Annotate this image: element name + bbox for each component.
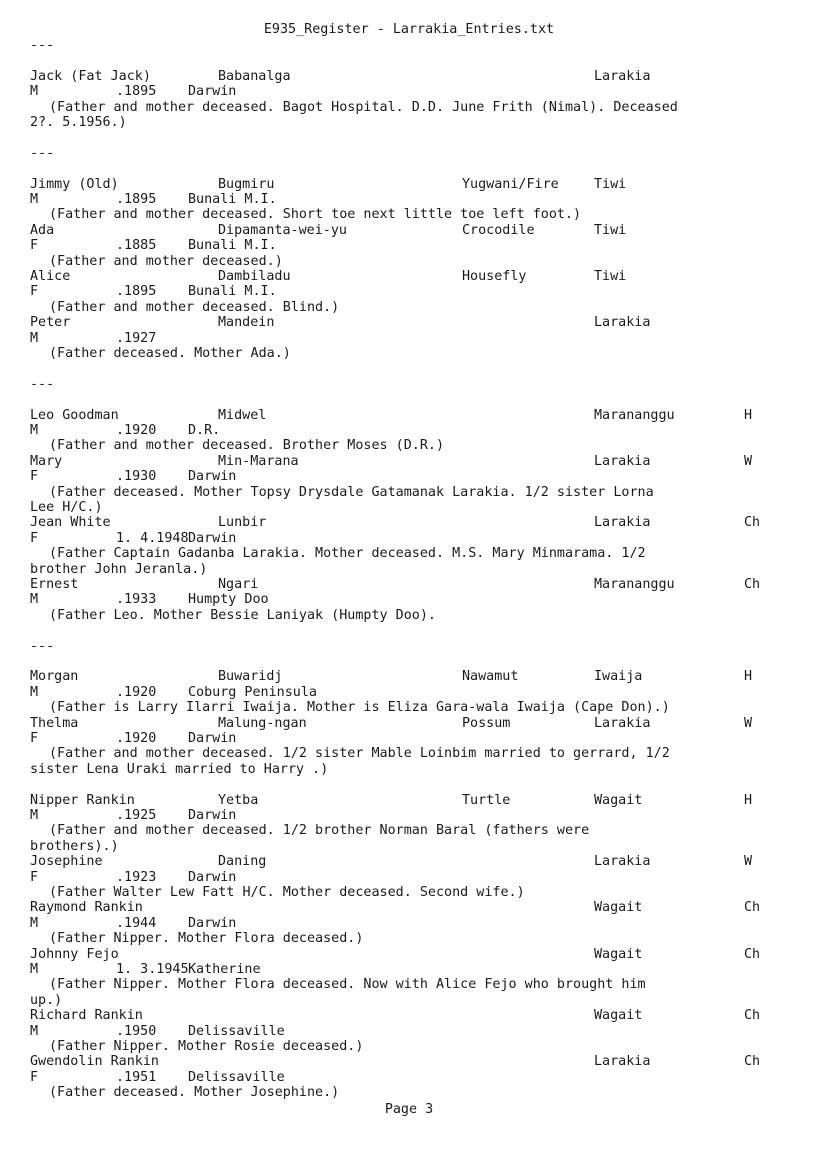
native-name: Daning [218, 854, 267, 870]
sex: M [30, 592, 39, 608]
birth-date: .1920 [116, 423, 157, 438]
entry-detail-row [30, 331, 820, 346]
note-text: up.) [30, 992, 63, 1008]
entry-detail-row [30, 916, 820, 931]
entry-detail-row [30, 685, 820, 700]
entry-note-line [30, 115, 820, 130]
entry-header-row [30, 1054, 820, 1069]
entry-header-row [30, 408, 820, 423]
entry-note-line [30, 993, 820, 1008]
native-name: Lunbir [218, 515, 267, 531]
person-name: Johnny Fejo [30, 946, 119, 962]
note-text: (Father and mother deceased. Blind.) [49, 299, 340, 315]
section-separator [30, 377, 820, 392]
sex: F [30, 1069, 39, 1085]
native-name: Buwaridj [218, 669, 283, 685]
tribe: Larakia [594, 453, 651, 469]
tribe: Tiwi [594, 176, 627, 192]
birth-place: Bunali M.I. [188, 238, 277, 254]
note-text: (Father Leo. Mother Bessie Laniyak (Humpty Doo). [49, 607, 436, 623]
status-code: H [744, 669, 753, 685]
person-name: Nipper Rankin [30, 792, 135, 808]
native-name: Midwel [218, 407, 267, 423]
birth-date: .1885 [116, 238, 157, 254]
status-code: W [744, 854, 753, 870]
entry-header-row [30, 793, 820, 808]
sex: F [30, 869, 39, 885]
entry-detail-row [30, 870, 820, 885]
birth-place: D.R. [188, 423, 221, 438]
tribe: Marananggu [594, 407, 675, 423]
entry-detail-row [30, 1024, 820, 1039]
native-name: Bugmiru [218, 176, 275, 192]
note-text: (Father and mother deceased.) [49, 253, 283, 269]
person-name: Peter [30, 315, 71, 331]
entry-note-line [30, 700, 820, 715]
entry-header-row [30, 177, 820, 192]
note-text: (Father and mother deceased. Bagot Hospital. D.D. June Frith (Nimal). Deceased [49, 99, 678, 115]
separator-mark: --- [30, 145, 55, 161]
entry-header-row [30, 223, 820, 238]
person-name: Mary [30, 453, 63, 469]
note-text: (Father and mother deceased. 1/2 sister Mable Loinbim married to gerrard, 1/2 [49, 746, 670, 762]
birth-place: Darwin [188, 530, 237, 546]
birth-date: .1895 [116, 84, 157, 100]
entry-note-line [30, 931, 820, 946]
page-number: Page 3 [384, 1102, 434, 1117]
birth-place: Darwin [188, 808, 237, 823]
totem: Housefly [462, 269, 527, 284]
native-name: Dambiladu [218, 269, 291, 284]
birth-date: 1. 3.1945 [116, 962, 189, 977]
entry-detail-row [30, 531, 820, 546]
tribe: Larakia [594, 68, 651, 84]
sex: F [30, 731, 39, 746]
entry-note-line [30, 746, 820, 761]
totem: Crocodile [462, 222, 535, 238]
birth-place: Darwin [188, 915, 237, 931]
tribe: Wagait [594, 900, 643, 916]
entry-note-line [30, 839, 820, 854]
sex: M [30, 684, 39, 700]
entry-note-line [30, 1039, 820, 1054]
note-text: (Father Nipper. Mother Flora deceased.) [49, 931, 364, 947]
entry-detail-row [30, 423, 820, 438]
status-code: H [744, 792, 753, 808]
entry-note-line [30, 562, 820, 577]
note-text: (Father deceased. Mother Ada.) [49, 346, 291, 361]
status-code: W [744, 715, 753, 731]
entry-header-row [30, 577, 820, 592]
sex: M [30, 423, 39, 438]
note-text: (Father Nipper. Mother Rosie deceased.) [49, 1039, 364, 1054]
person-name: Thelma [30, 715, 79, 731]
entry-header-row [30, 1008, 820, 1023]
birth-date: .1944 [116, 915, 157, 931]
person-name: Ada [30, 222, 55, 238]
birth-date: .1895 [116, 192, 157, 207]
note-text: (Father deceased. Mother Topsy Drysdale Gatamanak Larakia. 1/2 sister Lorna [49, 484, 654, 500]
entry-header-row [30, 69, 820, 84]
birth-date: .1895 [116, 284, 157, 300]
entry-note-line [30, 207, 820, 222]
sex: M [30, 330, 39, 346]
totem: Turtle [462, 792, 511, 808]
status-code: Ch [744, 946, 761, 962]
tribe: Wagait [594, 946, 643, 962]
native-name: Ngari [218, 577, 259, 592]
entry-header-row [30, 315, 820, 330]
native-name: Yetba [218, 792, 259, 808]
status-code: W [744, 453, 753, 469]
entry-note-line [30, 300, 820, 315]
tribe: Larakia [594, 1054, 651, 1070]
entry-header-row [30, 947, 820, 962]
native-name: Dipamanta-wei-yu [218, 222, 347, 238]
person-name: Ernest [30, 577, 79, 592]
native-name: Mandein [218, 315, 275, 331]
entry-detail-row [30, 731, 820, 746]
entry-detail-row [30, 592, 820, 607]
native-name: Min-Marana [218, 453, 299, 469]
entry-detail-row [30, 84, 820, 99]
status-code: H [744, 407, 753, 423]
note-text: (Father and mother deceased. Short toe next little toe left foot.) [49, 207, 582, 223]
birth-date: .1950 [116, 1023, 157, 1039]
birth-place: Katherine [188, 962, 261, 977]
entry-note-line [30, 608, 820, 623]
separator-mark: --- [30, 376, 55, 392]
birth-place: Bunali M.I. [188, 284, 277, 300]
tribe: Larakia [594, 515, 651, 531]
entry-note-line [30, 254, 820, 269]
entry-detail-row [30, 1070, 820, 1085]
entry-detail-row [30, 469, 820, 484]
entry-note-line [30, 823, 820, 838]
note-text: (Father and mother deceased. Brother Moses (D.R.) [49, 438, 445, 454]
person-name: Gwendolin Rankin [30, 1054, 159, 1070]
entry-note-line [30, 500, 820, 515]
entry-note-line [30, 485, 820, 500]
status-code: Ch [744, 1008, 761, 1024]
birth-place: Darwin [188, 869, 237, 885]
sex: F [30, 469, 39, 485]
sex: M [30, 962, 39, 977]
person-name: Jimmy (Old) [30, 176, 119, 192]
entry-detail-row [30, 238, 820, 253]
birth-date: .1930 [116, 469, 157, 485]
birth-date: .1923 [116, 869, 157, 885]
totem: Yugwani/Fire [462, 176, 559, 192]
entry-header-row [30, 669, 820, 684]
sex: F [30, 530, 39, 546]
separator-mark: --- [30, 38, 55, 53]
birth-date: .1920 [116, 684, 157, 700]
document-title: E935_Register - Larrakia_Entries.txt [263, 22, 555, 37]
sex: M [30, 915, 39, 931]
separator-mark: --- [30, 638, 55, 654]
tribe: Tiwi [594, 222, 627, 238]
note-text: (Father Walter Lew Fatt H/C. Mother deceased. Second wife.) [49, 885, 525, 900]
person-name: Alice [30, 269, 71, 284]
entry-note-line [30, 977, 820, 992]
entry-detail-row [30, 962, 820, 977]
totem: Possum [462, 715, 511, 731]
person-name: Josephine [30, 854, 103, 870]
entry-note-line [30, 762, 820, 777]
totem: Nawamut [462, 669, 519, 685]
tribe: Larakia [594, 715, 651, 731]
note-text: 2?. 5.1956.) [30, 115, 127, 130]
entry-header-row [30, 900, 820, 915]
birth-place: Darwin [188, 731, 237, 746]
note-text: Lee H/C.) [30, 500, 103, 515]
entry-note-line [30, 438, 820, 453]
entry-header-row [30, 854, 820, 869]
note-text: sister Lena Uraki married to Harry .) [30, 761, 329, 777]
tribe: Marananggu [594, 577, 675, 592]
birth-date: .1927 [116, 330, 157, 346]
sex: M [30, 192, 39, 207]
sex: F [30, 284, 39, 300]
section-separator [30, 639, 820, 654]
tribe: Iwaija [594, 669, 643, 685]
entry-note-line [30, 546, 820, 561]
entry-note-line [30, 346, 820, 361]
entry-header-row [30, 269, 820, 284]
status-code: Ch [744, 1054, 761, 1070]
birth-place: Bunali M.I. [188, 192, 277, 207]
person-name: Jean White [30, 515, 111, 531]
note-text: (Father and mother deceased. 1/2 brother Norman Baral (fathers were [49, 823, 590, 839]
note-text: (Father deceased. Mother Josephine.) [49, 1085, 340, 1101]
birth-place: Delissaville [188, 1023, 285, 1039]
note-text: brother John Jeranla.) [30, 561, 208, 577]
person-name: Raymond Rankin [30, 900, 143, 916]
sex: M [30, 1023, 39, 1039]
person-name: Jack (Fat Jack) [30, 68, 151, 84]
entry-note-line [30, 1085, 820, 1100]
birth-date: .1951 [116, 1069, 157, 1085]
entry-note-line [30, 885, 820, 900]
entry-header-row [30, 454, 820, 469]
section-separator [30, 38, 820, 53]
tribe: Larakia [594, 854, 651, 870]
entry-header-row [30, 515, 820, 530]
status-code: Ch [744, 577, 761, 592]
entry-detail-row [30, 284, 820, 299]
birth-place: Humpty Doo [188, 592, 269, 608]
birth-date: .1933 [116, 592, 157, 608]
native-name: Malung-ngan [218, 715, 307, 731]
tribe: Wagait [594, 792, 643, 808]
native-name: Babanalga [218, 68, 291, 84]
note-text: (Father Nipper. Mother Flora deceased. Now with Alice Fejo who brought him [49, 977, 646, 993]
note-text: brothers).) [30, 838, 119, 854]
sex: M [30, 808, 39, 823]
tribe: Wagait [594, 1008, 643, 1024]
note-text: (Father Captain Gadanba Larakia. Mother deceased. M.S. Mary Minmarama. 1/2 [49, 546, 646, 562]
sex: F [30, 238, 39, 254]
birth-date: 1. 4.1948 [116, 530, 189, 546]
person-name: Morgan [30, 669, 79, 685]
entry-header-row [30, 716, 820, 731]
birth-date: .1920 [116, 731, 157, 746]
note-text: (Father is Larry Ilarri Iwaija. Mother is Eliza Gara-wala Iwaija (Cape Don).) [49, 700, 670, 716]
birth-place: Darwin [188, 469, 237, 485]
person-name: Richard Rankin [30, 1008, 143, 1024]
birth-place: Coburg Peninsula [188, 684, 317, 700]
status-code: Ch [744, 900, 761, 916]
tribe: Larakia [594, 315, 651, 331]
birth-place: Delissaville [188, 1069, 285, 1085]
status-code: Ch [744, 515, 761, 531]
person-name: Leo Goodman [30, 407, 119, 423]
entry-detail-row [30, 192, 820, 207]
entry-note-line [30, 100, 820, 115]
birth-date: .1925 [116, 808, 157, 823]
sex: M [30, 84, 39, 100]
tribe: Tiwi [594, 269, 627, 284]
birth-place: Darwin [188, 84, 237, 100]
section-separator [30, 146, 820, 161]
entry-detail-row [30, 808, 820, 823]
